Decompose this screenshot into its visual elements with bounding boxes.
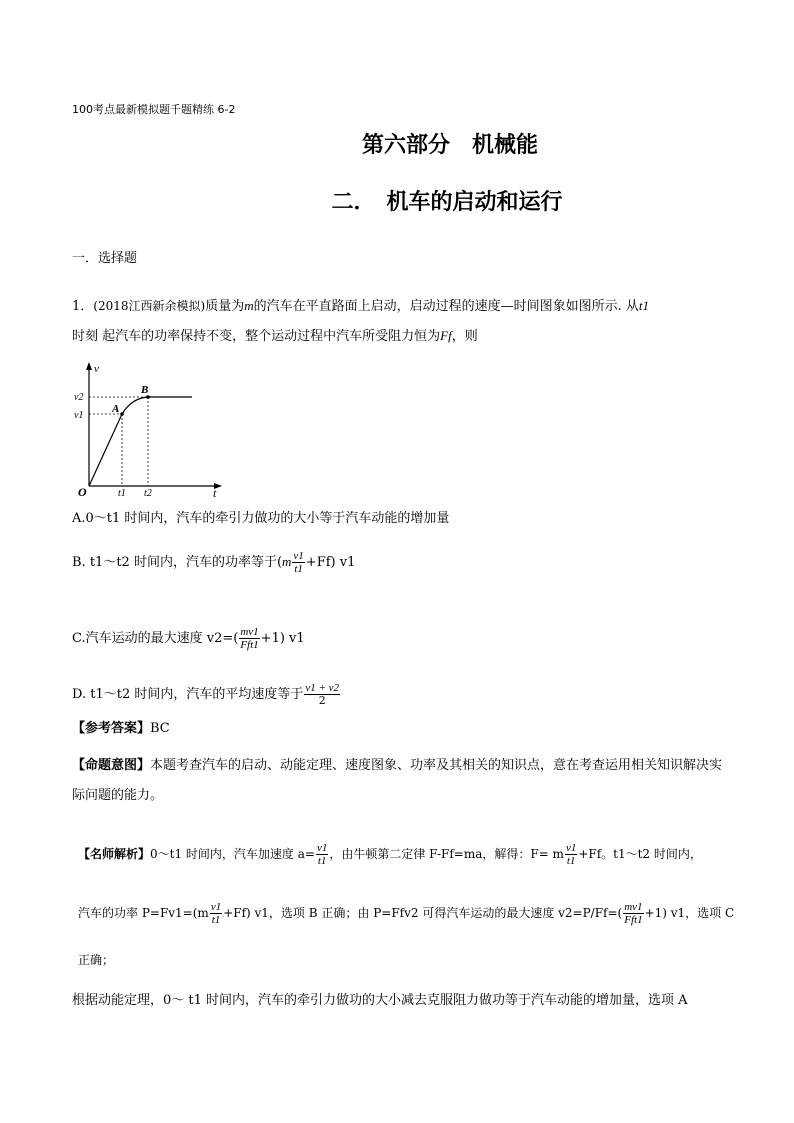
option-a: A.0～t1 时间内，汽车的牵引力做功的大小等于汽车动能的增加量 [72,511,450,526]
label-b: B [141,384,149,396]
label-v1: v1 [74,410,84,421]
label-a: A [112,403,120,415]
reference-answer: 【参考答案】BC [72,721,170,736]
question-line-2: 时刻 起汽车的功率保持不变，整个运动过程中汽车所受阻力恒为Ff，则 [72,328,478,344]
analysis-line-1: 【名师解析】0～t1 时间内，汽车加速度 a= $\frac{v1}{t1}$ ，由牛顿第二定律 F-Ff=ma，解得：F= m $\frac{v1}{t1}$ +Ff。t1～t2 时间内， [78,842,702,867]
point-a [120,412,124,416]
label-v: v [94,363,99,375]
doc-header: 100考点最新模拟题千题精练 6-2 [72,103,236,116]
question-line-1: 1．(2018江西新余模拟)质量为m的汽车在平直路面上启动，启动过程的速度—时间图象如图所示. 从t1 [72,298,649,314]
velocity-curve [89,397,192,486]
label-t: t [213,486,217,500]
analysis-line-4: 根据动能定理，0～ t1 时间内，汽车的牵引力做功的大小减去克服阻力做功等于汽车动能的增加量，选项 A [72,993,688,1008]
option-c: C.汽车运动的最大速度 v2=( $\frac{mv1}{\text{Fft1}}$ +1) v1 [72,626,305,651]
section-label: 一．选择题 [72,251,138,266]
part-title: 第六部分 机械能 [361,132,538,158]
intent: 【命题意图】本题考查汽车的启动、动能定理、速度图象、功率及其相关的知识点，意在考查运用相关知识解决实际问题的能力。 [72,758,723,803]
analysis-line-2: 汽车的功率 P=Fv1=(m $\frac{v1}{t1}$ +Ff) v1，选项 B 正确；由 P=Ffv2 可得汽车运动的最大速度 v2=P/Ff=( $\frac{mv1}{\text{Fft1}}$ +1) v1，选项 C [78,901,735,926]
label-t2: t2 [144,488,152,499]
option-b: B. t1～t2 时间内，汽车的功率等于(m $\frac{v1}{t1}$ +Ff) v1 [72,550,356,575]
label-origin: O [78,485,87,499]
label-t1: t1 [118,488,126,499]
option-d: D. t1～t2 时间内，汽车的平均速度等于 $\frac{v1 + v2}{2}$ [72,682,340,707]
velocity-time-graph [70,358,230,500]
label-v2: v2 [74,392,84,403]
analysis-line-3: 正确； [78,953,115,967]
v-axis-arrow [86,362,92,370]
section-title: 二． 机车的启动和运行 [331,189,563,215]
